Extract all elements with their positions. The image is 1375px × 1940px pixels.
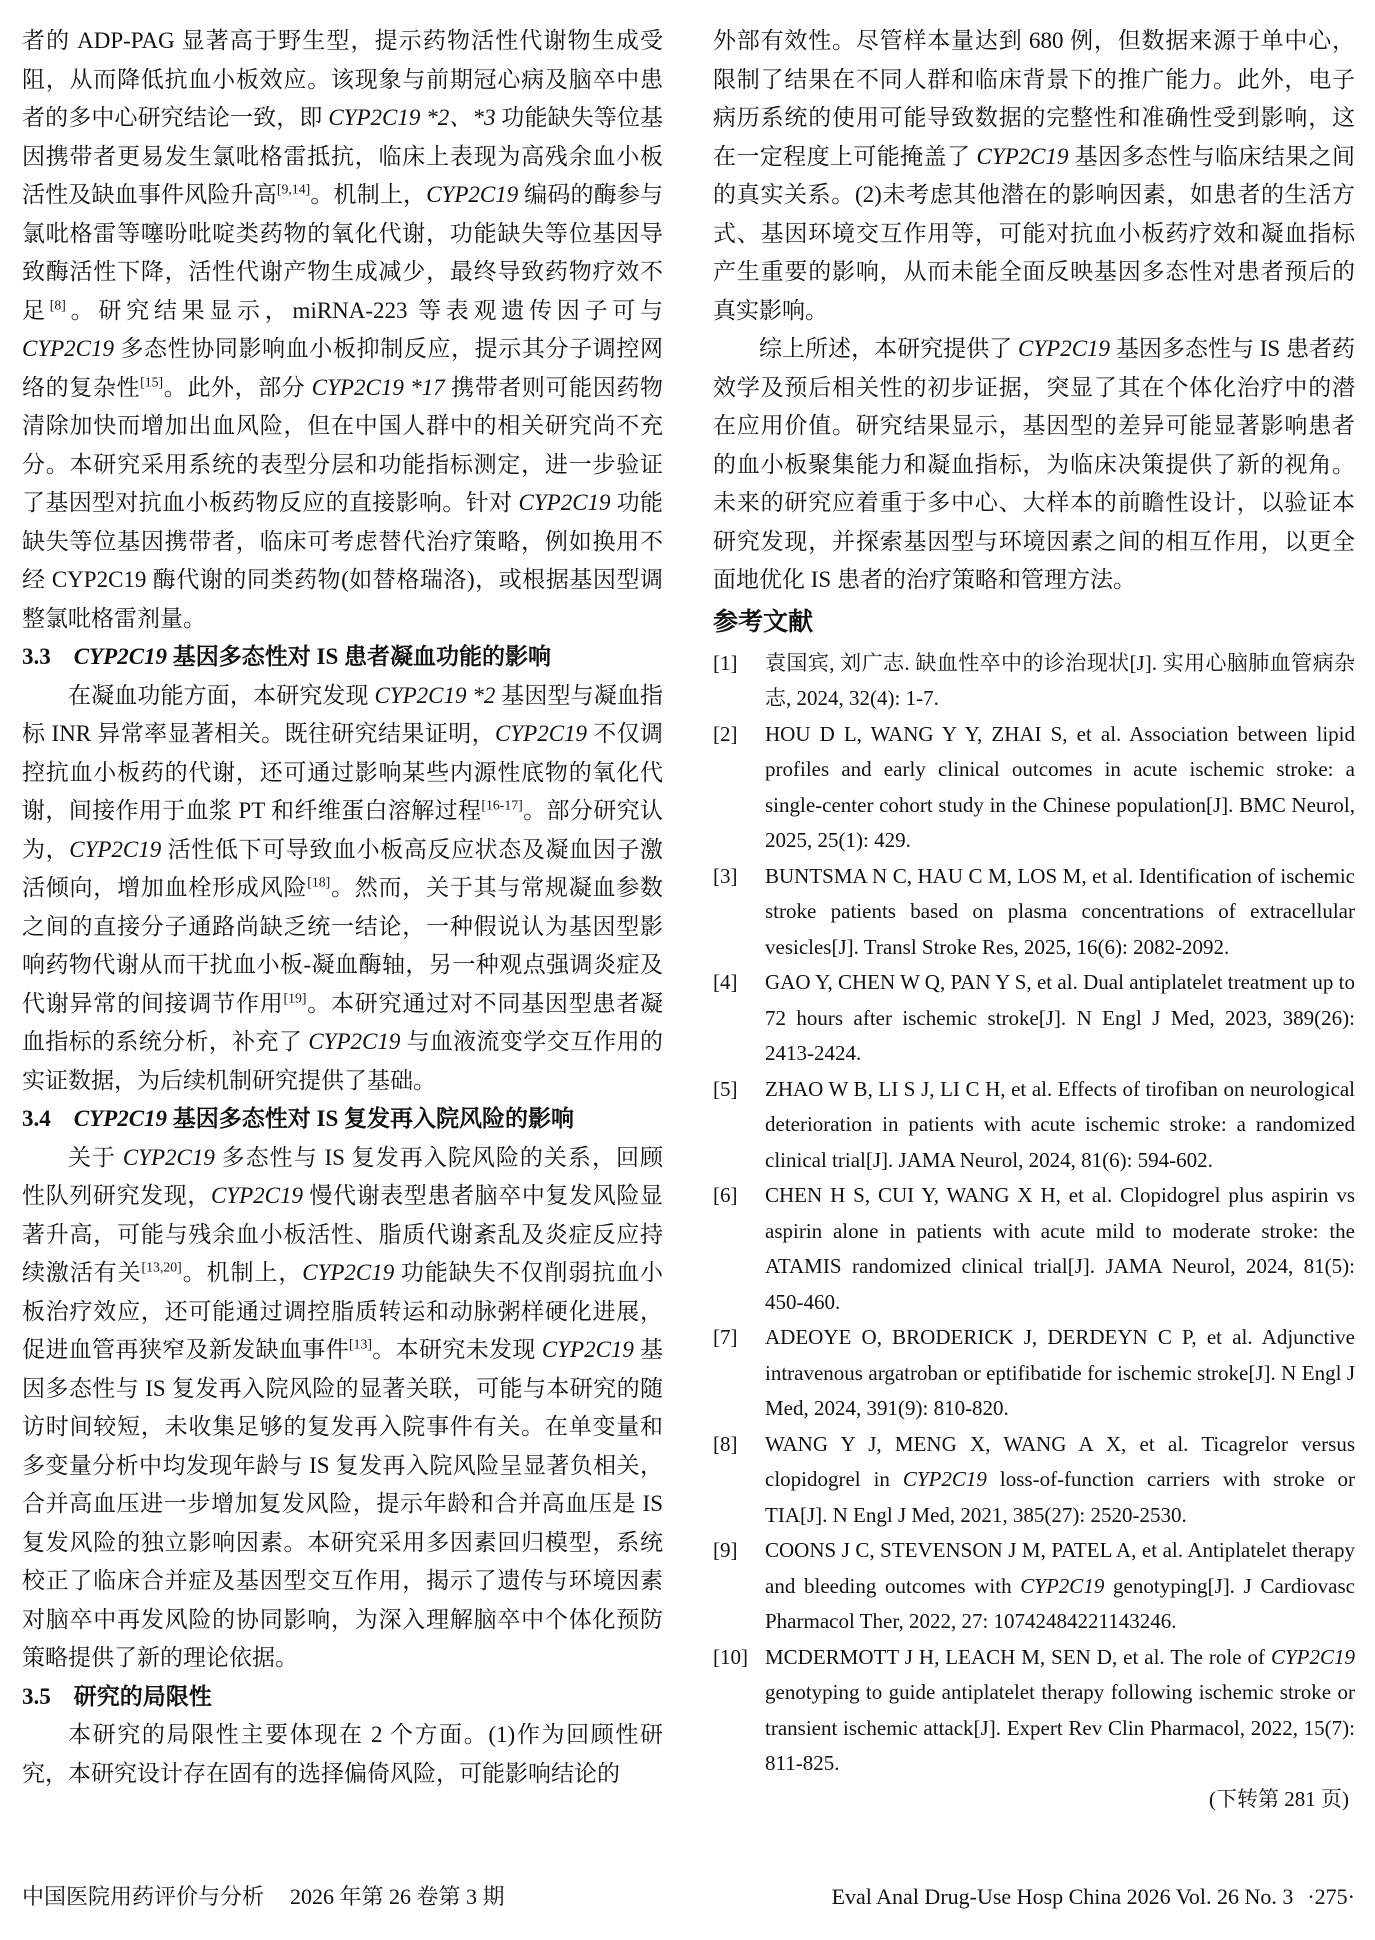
footer-issue-cn: 2026 年第 26 卷第 3 期 (290, 1884, 505, 1909)
reference-label: [8] (713, 1431, 738, 1456)
section-3-5-paragraph: 本研究的局限性主要体现在 2 个方面。(1)作为回顾性研究，本研究设计存在固有的选择偏倚风险，可能影响结论的 (22, 1722, 663, 1786)
limitations-continued-paragraph: 外部有效性。尽管样本量达到 680 例，但数据来源于单中心，限制了结果在不同人群和临床背景下的推广能力。此外，电子病历系统的使用可能导致数据的完整性和准确性受到影响，这在一定程度上可能掩盖了 CYP2C19 基因多态性与临床结果之间的真实关系。(2)未考虑其他潜在的影响因素，如患者的生活方式、基因环境交互作用等，可能对抗血小板药疗效和凝血指标产生重要的影响，从而未能全面反映基因多态性对患者预后的真实影响。 (713, 28, 1355, 323)
reference-text: COONS J C, STEVENSON J M, PATEL A, et al. Antiplatelet therapy and bleeding outcomes with CYP2C19 genotyping[J]. J Cardiovasc Pharmacol Ther, 2022, 27: 10742484221143246. (765, 1538, 1355, 1633)
reference-text: ADEOYE O, BRODERICK J, DERDEYN C P, et al. Adjunctive intravenous argatroban or eptifibatide for ischemic stroke[J]. N Engl J Med, 2024, 391(9): 810-820. (765, 1325, 1355, 1420)
footer-page-number: ·275· (1307, 1884, 1355, 1909)
reference-text: WANG Y J, MENG X, WANG A X, et al. Ticagrelor versus clopidogrel in CYP2C19 loss-of-function carriers with stroke or TIA[J]. N Engl J Med, 2021, 385(27): 2520-2530. (765, 1431, 1355, 1527)
reference-item (713, 1320, 1355, 1427)
reference-item (713, 1640, 1355, 1782)
reference-label: [6] (713, 1183, 738, 1207)
conclusion-paragraph: 综上所述，本研究提供了 CYP2C19 基因多态性与 IS 患者药效学及预后相关性的初步证据，突显了其在个体化治疗中的潜在应用价值。研究结果显示，基因型的差异可能显著影响患者的血小板聚集能力和凝血指标，为临床决策提供了新的视角。未来的研究应着重于多中心、大样本的前瞻性设计，以验证本研究发现，并探索基因型与环境因素之间的相互作用，以更全面地优化 IS 患者的治疗策略和管理方法。 (713, 336, 1356, 592)
references-heading: 参考文献 (713, 608, 814, 636)
reference-text: HOU D L, WANG Y Y, ZHAI S, et al. Association between lipid profiles and early clinical outcomes in acute ischemic stroke: a single-center cohort study in the Chinese population[J]. BMC Neurol, 2025, 25(1): 429. (765, 721, 1355, 852)
section-3-3-heading: 3.3 CYP2C19 基因多态性对 IS 患者凝血功能的影响 (22, 644, 552, 669)
reference-item (713, 717, 1355, 859)
section-3-5-heading: 3.5 研究的局限性 (22, 1683, 212, 1709)
content-columns (22, 22, 1355, 1817)
continuation-note: (下转第 281 页) (1209, 1786, 1349, 1811)
paragraph-continued-from-previous-page: 者的 ADP-PAG 显著高于野生型，提示药物活性代谢物生成受阻，从而降低抗血小板效应。该现象与前期冠心病及脑卒中患者的多中心研究结论一致，即 CYP2C19 *2、*3 功能缺失等位基因携带者更易发生氯吡格雷抵抗，临床上表现为高残余血小板活性及缺血事件风险升高[9,14]。机制上，CYP2C19 编码的酶参与氯吡格雷等噻吩吡啶类药物的氧化代谢，功能缺失等位基因导致酶活性下降，活性代谢产物生成减少，最终导致药物疗效不足[8]。研究结果显示，miRNA-223 等表观遗传因子可与 CYP2C19 多态性协同影响血小板抑制反应，提示其分子调控网络的复杂性[15]。此外，部分 CYP2C19 *17 携带者则可能因药物清除加快而增加出血风险，但在中国人群中的相关研究尚不充分。本研究采用系统的表型分层和功能指标测定，进一步验证了基因型对抗血小板药物反应的直接影响。针对 CYP2C19 功能缺失等位基因携带者，临床可考虑替代治疗策略，例如换用不经 CYP2C19 酶代谢的同类药物(如替格瑞洛)，或根据基因型调整氯吡格雷剂量。 (22, 28, 664, 631)
reference-text: BUNTSMA N C, HAU C M, LOS M, et al. Identification of ischemic stroke patients based on plasma concentrations of extracellular vesicles[J]. Transl Stroke Res, 2025, 16(6): 2082-2092. (765, 863, 1355, 959)
reference-text: ZHAO W B, LI S J, LI C H, et al. Effects of tirofiban on neurological deterioration in patients with acute ischemic stroke: a randomized clinical trial[J]. JAMA Neurol, 2024, 81(6): 594-602. (765, 1076, 1355, 1172)
reference-item (713, 1178, 1355, 1320)
footer-journal-cn (22, 1882, 505, 1912)
reference-label: [4] (713, 970, 738, 994)
right-column (713, 22, 1355, 1817)
reference-text: 袁国宾, 刘广志. 缺血性卒中的诊治现状[J]. 实用心脑肺血管病杂志, 2024, 32(4): 1-7. (765, 650, 1355, 710)
reference-item (713, 1072, 1355, 1179)
footer-journal-title-cn: 中国医院用药评价与分析 (22, 1884, 265, 1909)
footer-journal-en (832, 1882, 1355, 1912)
reference-label: [7] (713, 1325, 738, 1349)
reference-text: GAO Y, CHEN W Q, PAN Y S, et al. Dual antiplatelet treatment up to 72 hours after ischemic stroke[J]. N Engl J Med, 2023, 389(26): 2413-2424. (765, 970, 1355, 1065)
section-3-4-paragraph: 关于 CYP2C19 多态性与 IS 复发再入院风险的关系，回顾性队列研究发现，CYP2C19 慢代谢表型患者脑卒中复发风险显著升高，可能与残余血小板活性、脂质代谢紊乱及炎症反应持续激活有关[13,20]。机制上，CYP2C19 功能缺失不仅削弱抗血小板治疗效应，还可能通过调控脂质转运和动脉粥样硬化进展，促进血管再狭窄及新发缺血事件[13]。本研究未发现 CYP2C19 基因多态性与 IS 复发再入院风险的显著关联，可能与本研究的随访时间较短，未收集足够的复发再入院事件有关。在单变量和多变量分析中均发现年龄与 IS 复发再入院风险呈显著负相关，合并高血压进一步增加复发风险，提示年龄和合并高血压是 IS 复发风险的独立影响因素。本研究采用多因素回归模型，系统校正了临床合并症及基因型交互作用，揭示了遗传与环境因素对脑卒中再发风险的协同影响，为深入理解脑卒中个体化预防策略提供了新的理论依据。 (22, 1144, 664, 1670)
reference-text: MCDERMOTT J H, LEACH M, SEN D, et al. The role of CYP2C19 genotyping to guide antiplatelet therapy following ischemic stroke or transient ischemic attack[J]. Expert Rev Clin Pharmacol, 2022, 15(7): 811-825. (765, 1644, 1355, 1775)
section-3-3-paragraph: 在凝血功能方面，本研究发现 CYP2C19 *2 基因型与凝血指标 INR 异常率显著相关。既往研究结果证明，CYP2C19 不仅调控抗血小板药的代谢，还可通过影响某些内源性底物的氧化代谢，间接作用于血浆 PT 和纤维蛋白溶解过程[16-17]。部分研究认为，CYP2C19 活性低下可导致血小板高反应状态及凝血因子激活倾向，增加血栓形成风险[18]。然而，关于其与常规凝血参数之间的直接分子通路尚缺乏统一结论，一种假说认为基因型影响药物代谢从而干扰血小板-凝血酶轴，另一种观点强调炎症及代谢异常的间接调节作用[19]。本研究通过对不同基因型患者凝血指标的系统分析，补充了 CYP2C19 与血液流变学交互作用的实证数据，为后续机制研究提供了基础。 (22, 682, 664, 1093)
reference-item (713, 859, 1355, 966)
reference-label: [2] (713, 721, 738, 746)
page-footer (22, 1882, 1355, 1912)
section-3-4-heading: 3.4 CYP2C19 基因多态性对 IS 复发再入院风险的影响 (22, 1106, 575, 1131)
references-list (713, 646, 1355, 1782)
reference-label: [5] (713, 1076, 738, 1101)
footer-journal-title-en: Eval Anal Drug-Use Hosp China 2026 Vol. 26 No. 3 (831, 1884, 1294, 1909)
reference-item (713, 646, 1355, 717)
left-column (22, 22, 663, 1817)
reference-text: CHEN H S, CUI Y, WANG X H, et al. Clopidogrel plus aspirin vs aspirin alone in patients with acute mild to moderate stroke: the ATAMIS randomized clinical trial[J]. JAMA Neurol, 2024, 81(5): 450-460. (765, 1183, 1355, 1314)
reference-item (713, 1427, 1355, 1534)
reference-item (713, 965, 1355, 1072)
reference-item (713, 1533, 1355, 1640)
reference-label: [9] (713, 1538, 738, 1562)
reference-label: [3] (713, 863, 738, 888)
reference-label: [1] (713, 650, 738, 675)
reference-label: [10] (713, 1644, 748, 1669)
